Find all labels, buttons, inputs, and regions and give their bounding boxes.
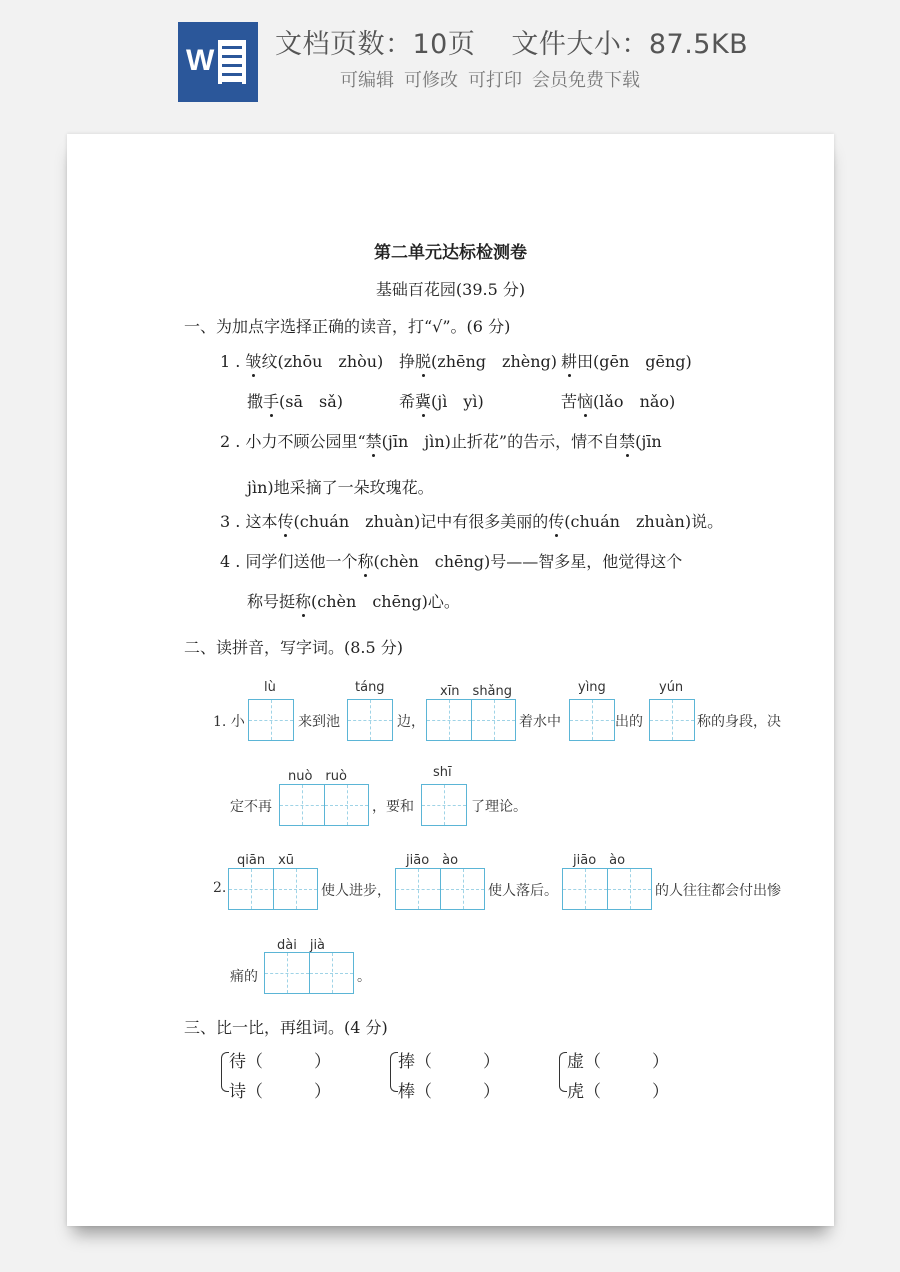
writing-grid[interactable] [395, 868, 485, 910]
dotted-char: 传 [277, 512, 294, 531]
writing-grid[interactable] [569, 699, 615, 741]
writing-cell[interactable] [280, 785, 324, 825]
q2-text: 小力不顾公园里“ [245, 432, 366, 451]
item-number: 1. [213, 714, 227, 730]
dotted-char: 手 [263, 392, 280, 411]
file-size: 文件大小：87.5KB [511, 29, 749, 60]
q2-text: (jīn jìn)止折花”的告示，情不自 [381, 432, 620, 451]
q3-number: 3 . [220, 512, 241, 531]
q3-text: (chuán zhuàn)记中有很多美丽的 [293, 512, 549, 531]
q1-item-e [399, 392, 484, 412]
pinyin-label: lù [264, 680, 276, 695]
q1-item-d [247, 392, 343, 412]
word-icon-letter: W [186, 44, 215, 77]
writing-grid[interactable] [248, 699, 294, 741]
compare-pair-top: 虚（ ） [567, 1052, 669, 1072]
writing-cell[interactable] [273, 869, 317, 909]
q1-item-b [399, 352, 557, 372]
q1-e-prefix: 希 [399, 392, 416, 411]
q3-text: (chuán zhuàn)说。 [564, 512, 724, 531]
q1-item-c [561, 352, 692, 372]
page-count: 文档页数：10页 [275, 29, 476, 60]
row1-text-6: 称的身段，决 [697, 714, 781, 730]
q4-text: 称号挺 [247, 592, 296, 611]
exam-subtitle: 基础百花园(39.5 分) [375, 280, 526, 299]
writing-cell[interactable] [249, 700, 293, 740]
writing-cell[interactable] [229, 869, 273, 909]
dotted-char: 耕 [561, 352, 578, 371]
row1-text [213, 711, 245, 731]
writing-cell[interactable] [570, 700, 614, 740]
pinyin-label: yún [659, 680, 684, 695]
row1-text-1: 小 [230, 714, 245, 730]
compare-pair-top: 待（ ） [229, 1052, 331, 1072]
brace-icon [559, 1052, 567, 1092]
writing-grid[interactable] [264, 952, 354, 994]
section3-heading: 三、比一比，再组词。(4 分) [184, 1018, 388, 1037]
word-icon-sheet [218, 40, 246, 84]
q2-line1 [220, 432, 662, 452]
q2-line2: jìn)地采摘了一朵玫瑰花。 [247, 478, 434, 497]
q4-line2 [247, 592, 460, 612]
pinyin-label: dài jià [277, 938, 326, 953]
pinyin-label: qiān xū [237, 853, 295, 868]
feature-list [340, 66, 640, 92]
writing-cell[interactable] [440, 869, 484, 909]
writing-grid[interactable] [562, 868, 652, 910]
row4-text-2: 。 [357, 969, 371, 985]
dotted-char: 传 [548, 512, 565, 531]
writing-cell[interactable] [650, 700, 694, 740]
q2-text: (jīn [635, 432, 662, 451]
dotted-char: 恼 [577, 392, 594, 411]
q1-c-options: 田(gēn gēng) [577, 352, 692, 371]
writing-cell[interactable] [396, 869, 440, 909]
q3-line [220, 512, 723, 532]
writing-cell[interactable] [427, 700, 471, 740]
row1-text-2: 来到池 [298, 714, 340, 730]
q1-item-f [561, 392, 675, 412]
exam-title: 第二单元达标检测卷 [374, 243, 527, 263]
q1-e-options: (jì yì) [431, 392, 484, 411]
q4-text: 同学们送他一个 [245, 552, 358, 571]
q4-line1 [220, 552, 682, 572]
pinyin-label: xīn shǎng [440, 684, 513, 699]
row1-text-3: 边， [397, 714, 425, 730]
compare-pair-bottom: 诗（ ） [229, 1082, 331, 1102]
q1-number: 1 . [220, 352, 241, 371]
q2-number: 2 . [220, 432, 241, 451]
dotted-char: 禁 [365, 432, 382, 451]
pinyin-label: jiāo ào [406, 853, 459, 868]
row2-text-3: 了理论。 [471, 799, 527, 815]
dotted-char: 冀 [415, 392, 432, 411]
q1-d-options: (sā sǎ) [279, 392, 344, 411]
q4-number: 4 . [220, 552, 241, 571]
feature-printable: 可打印 [468, 70, 522, 91]
writing-cell[interactable] [348, 700, 392, 740]
writing-cell[interactable] [309, 953, 353, 993]
writing-cell[interactable] [265, 953, 309, 993]
compare-pair-bottom: 棒（ ） [398, 1082, 500, 1102]
writing-grid[interactable] [279, 784, 369, 826]
document-page [67, 134, 834, 1226]
q1-f-prefix: 苦 [561, 392, 578, 411]
file-info [275, 22, 748, 61]
row1-text-4: 着水中 [519, 714, 561, 730]
pinyin-label: jiāo ào [573, 853, 626, 868]
pinyin-label: nuò ruò [288, 769, 347, 784]
writing-cell[interactable] [563, 869, 607, 909]
writing-cell[interactable] [324, 785, 368, 825]
download-banner [0, 0, 900, 118]
row4-text-1: 痛的 [230, 969, 258, 985]
row1-text-5: 出的 [615, 714, 643, 730]
row3-text-3: 的人往往都会付出惨 [655, 883, 781, 899]
q4-text: (chèn chēng)号——智多星，他觉得这个 [373, 552, 683, 571]
row3-text-1: 使人进步， [321, 883, 391, 899]
q1-b-options: (zhēng zhèng) [431, 352, 558, 371]
row2-text-2: ，要和 [372, 799, 414, 815]
writing-grid[interactable] [426, 699, 516, 741]
writing-cell[interactable] [607, 869, 651, 909]
compare-pair-bottom: 虎（ ） [567, 1082, 669, 1102]
q1-line1 [220, 352, 383, 372]
brace-icon [390, 1052, 398, 1092]
writing-grid[interactable] [421, 784, 467, 826]
q1-d-prefix: 撒 [247, 392, 264, 411]
q1-item-a: 纹(zhōu zhòu) [261, 352, 384, 371]
dotted-char: 皱 [245, 352, 262, 371]
q4-text: (chèn chēng)心。 [311, 592, 460, 611]
brace-icon [221, 1052, 229, 1092]
pinyin-label: táng [355, 680, 385, 695]
q1-b-prefix: 挣 [399, 352, 416, 371]
pinyin-label: shī [433, 765, 452, 780]
dotted-char: 称 [357, 552, 374, 571]
q1-f-options: (lǎo nǎo) [593, 392, 676, 411]
section2-heading: 二、读拼音，写字词。(8.5 分) [184, 638, 404, 657]
feature-member-download: 会员免费下载 [532, 70, 640, 91]
feature-modifiable: 可修改 [404, 70, 458, 91]
item-number: 2. [213, 880, 227, 896]
dotted-char: 称 [295, 592, 312, 611]
writing-grid[interactable] [649, 699, 695, 741]
word-document-icon [178, 22, 258, 102]
dotted-char: 脱 [415, 352, 432, 371]
q3-text: 这本 [245, 512, 278, 531]
row2-text-1: 定不再 [230, 799, 272, 815]
row3-text-2: 使人落后。 [488, 883, 558, 899]
dotted-char: 禁 [619, 432, 636, 451]
section1-heading: 一、为加点字选择正确的读音，打“√”。(6 分) [184, 317, 511, 336]
writing-grid[interactable] [228, 868, 318, 910]
pinyin-label: yìng [578, 680, 606, 695]
feature-editable: 可编辑 [340, 70, 394, 91]
writing-grid[interactable] [347, 699, 393, 741]
compare-pair-top: 捧（ ） [398, 1052, 500, 1072]
writing-cell[interactable] [471, 700, 515, 740]
writing-cell[interactable] [422, 785, 466, 825]
